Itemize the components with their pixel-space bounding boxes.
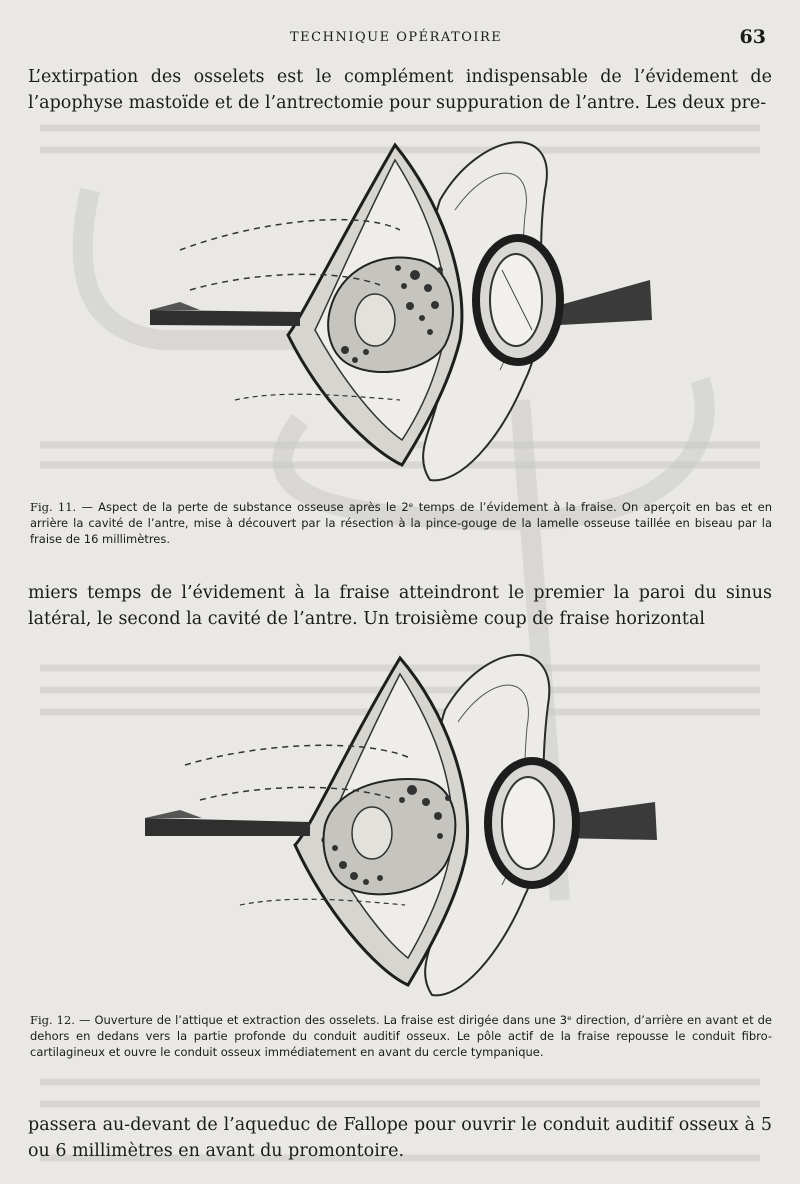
figure-11-label: Fig. 11. <box>30 500 77 514</box>
paragraph-1: L’extirpation des osselets est le complément indispensable de l’évidement de l’apophyse mastoïde et de l’antrectomie pour suppuration de l’antre. Les deux pre- <box>28 67 772 113</box>
figure-11-caption <box>30 499 772 547</box>
figure-11-illustration <box>140 120 660 490</box>
figure-12-caption <box>30 1012 772 1060</box>
figure-11-caption-text: — Aspect de la perte de substance osseuse après le 2ᵉ temps de l’évidement à la fraise. On aperçoit en bas et en arrière la cavité de l’antre, mise à découvert par la résection à la pince-gouge de la lamelle osseuse taillée en biseau par la fraise de 16 millimètres. <box>30 500 773 546</box>
figure-12-caption-text: — Ouverture de l’attique et extraction des osselets. La fraise est dirigée dans une 3ᵉ direction, d’arrière en avant et de dehors en dedans vers la partie profonde du conduit auditif osseux. Le pôle actif de la fraise repousse le conduit fibro-cartilagineux et ouvre le conduit osseux immédiatement en avant du cercle tympanique. <box>30 1013 772 1059</box>
page-number: 63 <box>739 26 766 48</box>
paragraph-3: passera au-devant de l’aqueduc de Fallope pour ouvrir le conduit auditif osseux à 5 ou 6 millimètres en avant du promontoire. <box>28 1115 772 1161</box>
figure-12-illustration <box>140 640 660 1005</box>
figure-12-label: Fig. 12. <box>30 1013 75 1027</box>
paragraph-2: miers temps de l’évidement à la fraise atteindront le premier la paroi du sinus latéral, le second la cavité de l’antre. Un troisième coup de fraise horizontal <box>28 583 772 629</box>
running-header: TECHNIQUE OPÉRATOIRE <box>290 30 503 45</box>
